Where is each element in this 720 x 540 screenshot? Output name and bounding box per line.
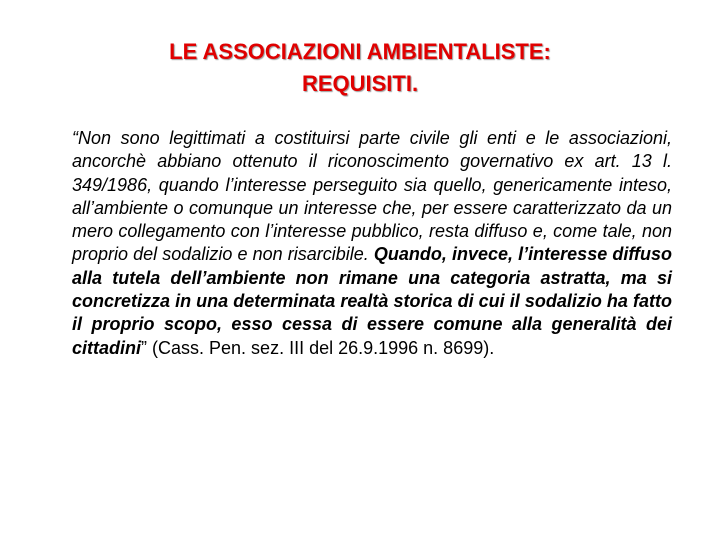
quote-italic-text: Non sono legittimati a costituirsi parte civile gli enti e le associazioni, ancorchè abbiano ottenuto il riconoscimento governativo ex art. 13 l. 349/1986, quando l’interesse perseguito sia quello, genericamente inteso, all’ambiente o comunque un interesse che, per essere caratterizzato da un mero collegamento con l’interesse pubblico, resta diffuso e, come tale, non proprio del sodalizio e non risarcibile.: [72, 128, 672, 265]
quote-citation: (Cass. Pen. sez. III del 26.9.1996 n. 8699).: [147, 337, 495, 358]
quote-open-mark: “: [72, 128, 78, 148]
quote-bold-text: Quando, invece, l’interesse diffuso alla tutela dell’ambiente non rimane una categoria astratta, ma si concretizza in una determinata realtà storica di cui il sodalizio ha fatto il proprio scopo, esso cessa di essere comune alla generalità dei cittadini: [72, 244, 672, 358]
slide-title: [40, 36, 680, 100]
quote-close-mark: ”: [141, 337, 148, 358]
slide-title-line-2: REQUISITI.: [301, 71, 419, 96]
quote-paragraph: [72, 127, 672, 360]
slide-title-line-1: LE ASSOCIAZIONI AMBIENTALISTE:: [169, 39, 551, 64]
